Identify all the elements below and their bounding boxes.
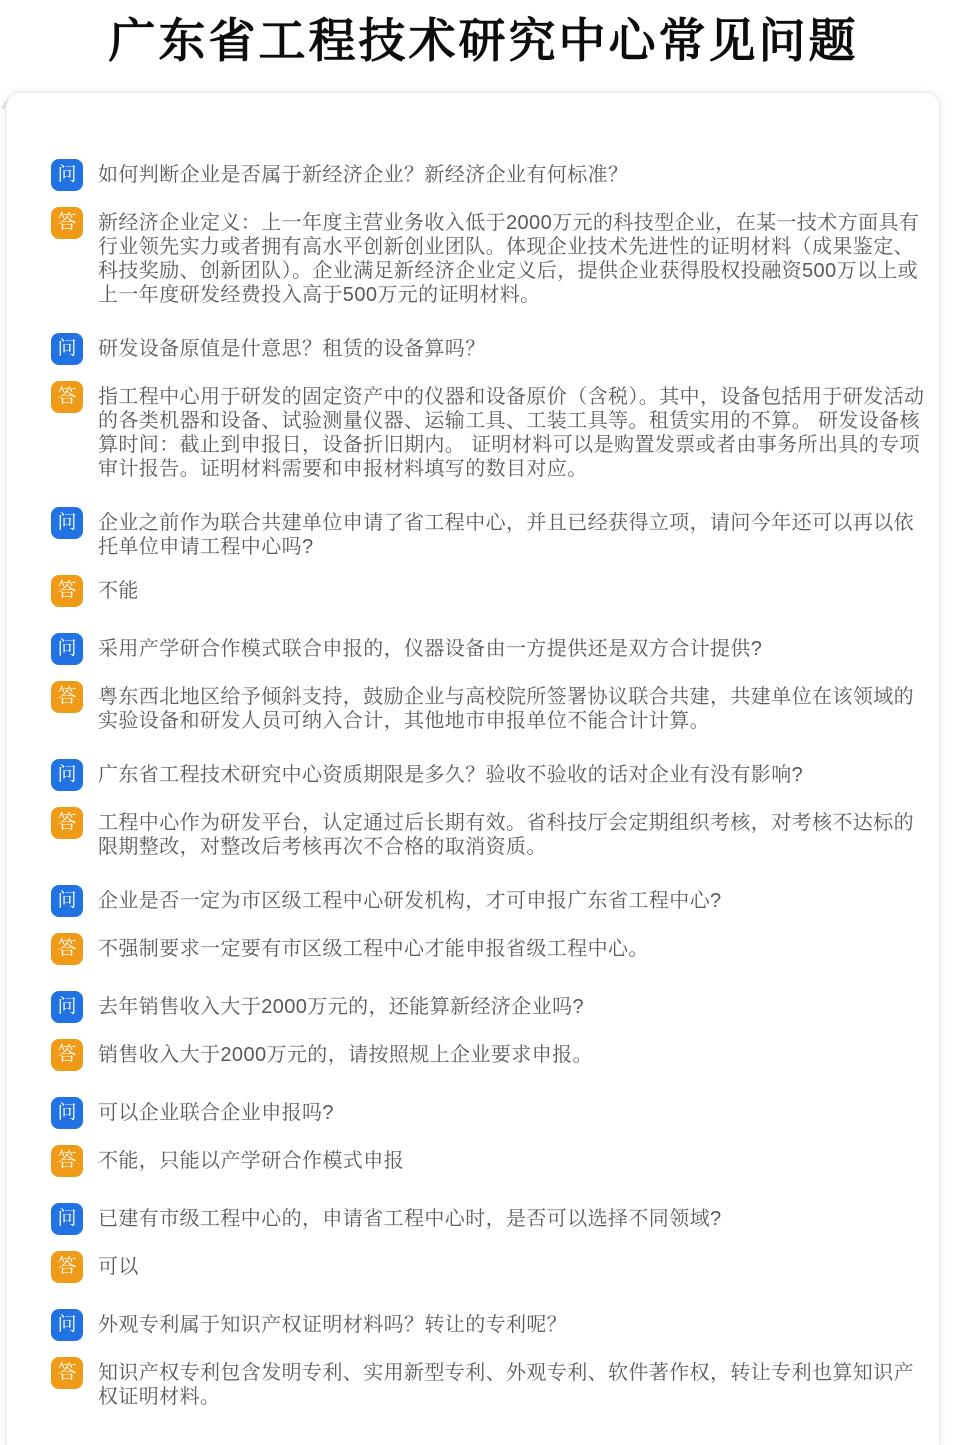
qa-item: [51, 507, 929, 607]
question-row: [51, 759, 929, 791]
answer-row: [51, 207, 929, 307]
answer-row: [51, 575, 929, 607]
question-badge: 问: [51, 1097, 83, 1129]
answer-badge: 答: [51, 681, 83, 713]
answer-text: 不能: [98, 579, 139, 602]
question-text: 企业是否一定为市区级工程中心研发机构，才可申报广东省工程中心?: [98, 889, 722, 912]
page-title: 广东省工程技术研究中心常见问题: [108, 14, 859, 67]
question-badge: 问: [51, 507, 83, 539]
qa-item: [51, 1309, 929, 1409]
answer-text: 可以: [98, 1255, 139, 1278]
answer-badge: 答: [51, 1039, 83, 1071]
question-text: 可以企业联合企业申报吗?: [98, 1101, 334, 1124]
question-text: 去年销售收入大于2000万元的，还能算新经济企业吗?: [98, 995, 585, 1018]
answer-badge: 答: [51, 207, 83, 239]
question-text: 外观专利属于知识产权证明材料吗？转让的专利呢？: [98, 1313, 568, 1336]
answer-badge: 答: [51, 1145, 83, 1177]
question-text: 已建有市级工程中心的，申请省工程中心时，是否可以选择不同领域?: [98, 1207, 722, 1230]
question-row: [51, 1203, 929, 1235]
question-badge: 问: [51, 333, 83, 365]
question-row: [51, 159, 929, 191]
question-badge: 问: [51, 759, 83, 791]
answer-text: 工程中心作为研发平台，认定通过后长期有效。省科技厅会定期组织考核，对考核不达标的限期整改，对整改后考核再次不合格的取消资质。: [98, 811, 914, 858]
answer-text: 指工程中心用于研发的固定资产中的仪器和设备原价（含税）。其中，设备包括用于研发活动的各类机器和设备、试验测量仪器、运输工具、工装工具等。租赁实用的不算。 研发设备核算时间：截止到申报日，设备折旧期内。 证明材料可以是购置发票或者由事务所出具的专项审计报告。证明材料需要和申报材料填写的数目对应。: [98, 385, 925, 480]
question-text: 企业之前作为联合共建单位申请了省工程中心，并且已经获得立项，请问今年还可以再以依托单位申请工程中心吗?: [98, 511, 914, 558]
question-row: [51, 507, 929, 559]
question-row: [51, 1097, 929, 1129]
answer-row: [51, 1039, 929, 1071]
qa-item: [51, 885, 929, 965]
qa-item: [51, 1203, 929, 1283]
question-badge: 问: [51, 159, 83, 191]
answer-row: [51, 381, 929, 481]
question-row: [51, 633, 929, 665]
answer-row: [51, 1251, 929, 1283]
answer-badge: 答: [51, 381, 83, 413]
question-badge: 问: [51, 991, 83, 1023]
answer-badge: 答: [51, 807, 83, 839]
question-badge: 问: [51, 885, 83, 917]
answer-text: 销售收入大于2000万元的，请按照规上企业要求申报。: [98, 1043, 593, 1066]
answer-badge: 答: [51, 933, 83, 965]
question-badge: 问: [51, 1203, 83, 1235]
question-badge: 问: [51, 1309, 83, 1341]
question-text: 如何判断企业是否属于新经济企业？新经济企业有何标准？: [98, 163, 629, 186]
question-badge: 问: [51, 633, 83, 665]
question-row: [51, 1309, 929, 1341]
answer-text: 粤东西北地区给予倾斜支持，鼓励企业与高校院所签署协议联合共建，共建单位在该领域的实验设备和研发人员可纳入合计，其他地市申报单位不能合计计算。: [98, 685, 914, 732]
answer-row: [51, 807, 929, 859]
answer-row: [51, 933, 929, 965]
answer-row: [51, 1145, 929, 1177]
question-text: 研发设备原值是什意思？租赁的设备算吗？: [98, 337, 486, 360]
answer-text: 不能，只能以产学研合作模式申报: [98, 1149, 404, 1172]
answer-badge: 答: [51, 1357, 83, 1389]
qa-item: [51, 759, 929, 859]
answer-text: 不强制要求一定要有市区级工程中心才能申报省级工程中心。: [98, 937, 649, 960]
question-row: [51, 991, 929, 1023]
answer-text: 新经济企业定义：上一年度主营业务收入低于2000万元的科技型企业，在某一技术方面具有行业领先实力或者拥有高水平创新创业团队。体现企业技术先进性的证明材料（成果鉴定、科技奖励、创新团队）。企业满足新经济企业定义后，提供企业获得股权投融资500万以上或上一年度研发经费投入高于500万元的证明材料。: [98, 211, 920, 306]
qa-item: [51, 991, 929, 1071]
qa-item: [51, 633, 929, 733]
answer-row: [51, 1357, 929, 1409]
qa-item: [51, 1097, 929, 1177]
answer-row: [51, 681, 929, 733]
question-text: 广东省工程技术研究中心资质期限是多久？验收不验收的话对企业有没有影响?: [98, 763, 804, 786]
qa-item: [51, 333, 929, 481]
faq-card: [6, 92, 940, 1445]
answer-text: 知识产权专利包含发明专利、实用新型专利、外观专利、软件著作权，转让专利也算知识产权证明材料。: [98, 1361, 914, 1408]
question-row: [51, 333, 929, 365]
question-text: 采用产学研合作模式联合申报的，仪器设备由一方提供还是双方合计提供?: [98, 637, 763, 660]
qa-item: [51, 159, 929, 307]
answer-badge: 答: [51, 1251, 83, 1283]
answer-badge: 答: [51, 575, 83, 607]
question-row: [51, 885, 929, 917]
